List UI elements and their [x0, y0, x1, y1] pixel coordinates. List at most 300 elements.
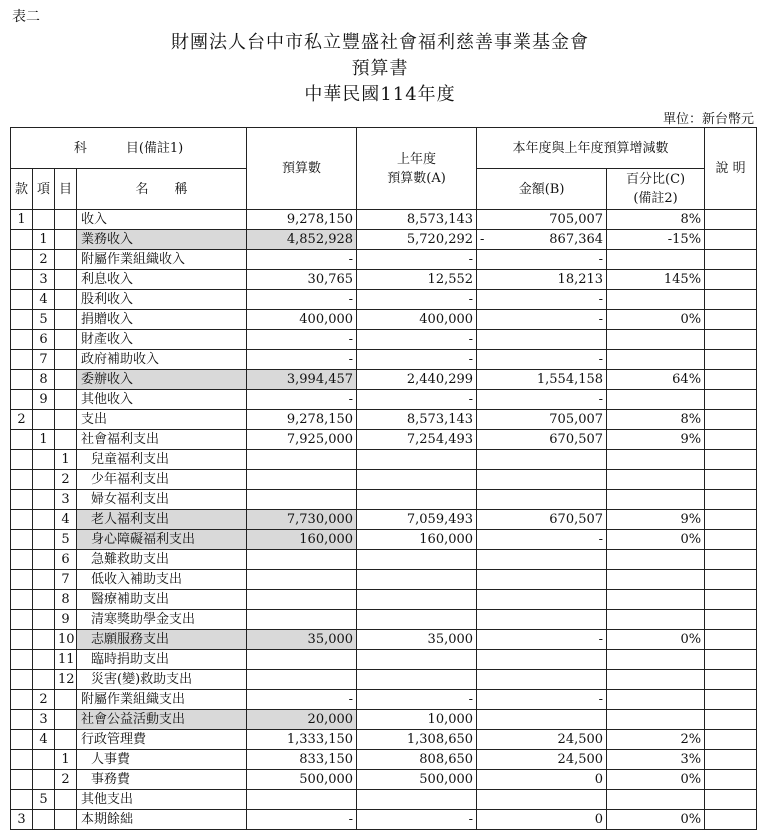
kuan-cell	[11, 250, 33, 270]
document-title-block	[0, 30, 760, 108]
kuan-cell	[11, 290, 33, 310]
mu-cell	[55, 350, 77, 370]
xiang-cell	[33, 610, 55, 630]
foundation-title: 財團法人台中市私立豐盛社會福利慈善事業基金會	[171, 32, 589, 53]
amount-cell	[477, 590, 607, 610]
budget-cell	[247, 790, 357, 810]
table-row	[11, 670, 757, 690]
budget-cell: -	[247, 350, 357, 370]
mu-cell	[55, 250, 77, 270]
kuan-cell	[11, 690, 33, 710]
budget-cell: 35,000	[247, 630, 357, 650]
amount-cell	[477, 230, 607, 250]
name-header: 名 稱	[77, 169, 247, 210]
xiang-cell	[33, 530, 55, 550]
budget-cell: -	[247, 250, 357, 270]
xiang-cell: 2	[33, 690, 55, 710]
xiang-cell: 1	[33, 230, 55, 250]
mu-cell	[55, 430, 77, 450]
kuan-cell	[11, 610, 33, 630]
item-name-cell: 業務收入	[77, 230, 247, 250]
difference-header: 本年度與上年度預算增減數	[477, 128, 705, 169]
amount-cell: 1,554,158	[477, 370, 607, 390]
percent-cell	[607, 330, 705, 350]
mu-cell: 1	[55, 750, 77, 770]
budget-cell	[247, 450, 357, 470]
note-cell	[705, 270, 757, 290]
item-name-cell: 急難救助支出	[77, 550, 247, 570]
xiang-cell	[33, 510, 55, 530]
item-name-cell: 臨時捐助支出	[77, 650, 247, 670]
note-cell	[705, 410, 757, 430]
table-row	[11, 590, 757, 610]
budget-cell: 500,000	[247, 770, 357, 790]
item-name-cell: 社會福利支出	[77, 430, 247, 450]
xiang-cell	[33, 490, 55, 510]
xiang-cell	[33, 470, 55, 490]
mu-header: 目	[55, 169, 77, 210]
item-name-cell: 捐贈收入	[77, 310, 247, 330]
amount-header: 金額(B)	[477, 169, 607, 210]
prev-budget-cell: 5,720,292	[357, 230, 477, 250]
mu-cell	[55, 730, 77, 750]
prev-budget-cell: 1,308,650	[357, 730, 477, 750]
amount-cell	[477, 670, 607, 690]
mu-cell	[55, 330, 77, 350]
table-row	[11, 510, 757, 530]
xiang-cell	[33, 750, 55, 770]
budget-cell: -	[247, 690, 357, 710]
table-row	[11, 410, 757, 430]
xiang-cell	[33, 590, 55, 610]
mu-cell	[55, 270, 77, 290]
budget-cell: 20,000	[247, 710, 357, 730]
item-name-cell: 少年福利支出	[77, 470, 247, 490]
kuan-cell	[11, 710, 33, 730]
budget-cell: 833,150	[247, 750, 357, 770]
mu-cell: 9	[55, 610, 77, 630]
item-name-cell: 志願服務支出	[77, 630, 247, 650]
amount-cell	[477, 470, 607, 490]
table-row	[11, 530, 757, 550]
prev-budget-cell: 35,000	[357, 630, 477, 650]
kuan-cell	[11, 470, 33, 490]
prev-budget-cell: 7,254,493	[357, 430, 477, 450]
amount-cell	[477, 450, 607, 470]
prev-budget-cell	[357, 610, 477, 630]
percent-cell	[607, 250, 705, 270]
xiang-cell	[33, 630, 55, 650]
kuan-cell	[11, 730, 33, 750]
note-cell	[705, 750, 757, 770]
percent-cell: 0%	[607, 630, 705, 650]
note-cell	[705, 630, 757, 650]
kuan-cell	[11, 490, 33, 510]
xiang-cell	[33, 810, 55, 830]
budget-cell: 7,730,000	[247, 510, 357, 530]
note-cell	[705, 490, 757, 510]
amount-cell	[477, 330, 607, 350]
percent-cell	[607, 650, 705, 670]
amount-cell: -	[477, 350, 607, 370]
amount-cell	[477, 790, 607, 810]
table-row	[11, 270, 757, 290]
mu-cell	[55, 210, 77, 230]
kuan-cell	[11, 670, 33, 690]
prev-budget-cell: -	[357, 350, 477, 370]
percent-cell	[607, 490, 705, 510]
xiang-cell: 3	[33, 710, 55, 730]
amount-cell: -	[477, 630, 607, 650]
table-number-label: 表二	[12, 9, 40, 25]
mu-cell: 11	[55, 650, 77, 670]
kuan-cell	[11, 270, 33, 290]
prev-budget-cell	[357, 590, 477, 610]
prev-budget-cell: -	[357, 690, 477, 710]
percent-cell	[607, 710, 705, 730]
percent-cell	[607, 290, 705, 310]
xiang-cell: 9	[33, 390, 55, 410]
prev-budget-cell: -	[357, 390, 477, 410]
kuan-cell	[11, 450, 33, 470]
kuan-cell	[11, 770, 33, 790]
budget-cell	[247, 590, 357, 610]
percent-cell: 0%	[607, 810, 705, 830]
note-cell	[705, 710, 757, 730]
budget-cell: 4,852,928	[247, 230, 357, 250]
table-row	[11, 710, 757, 730]
percent-cell	[607, 550, 705, 570]
note-cell	[705, 650, 757, 670]
note-cell	[705, 790, 757, 810]
prev-budget-cell	[357, 490, 477, 510]
kuan-cell	[11, 310, 33, 330]
budget-cell: 7,925,000	[247, 430, 357, 450]
percent-cell	[607, 450, 705, 470]
budget-cell: 9,278,150	[247, 210, 357, 230]
table-row	[11, 430, 757, 450]
item-name-cell: 收入	[77, 210, 247, 230]
amount-cell	[477, 570, 607, 590]
prev-budget-cell: 400,000	[357, 310, 477, 330]
amount-cell	[477, 490, 607, 510]
xiang-cell: 5	[33, 310, 55, 330]
amount-cell: -	[477, 310, 607, 330]
xiang-cell: 2	[33, 250, 55, 270]
table-row	[11, 230, 757, 250]
table-row	[11, 210, 757, 230]
note-cell	[705, 450, 757, 470]
amount-cell: 18,213	[477, 270, 607, 290]
percent-cell: 2%	[607, 730, 705, 750]
table-row	[11, 390, 757, 410]
budget-cell	[247, 650, 357, 670]
item-name-cell: 政府補助收入	[77, 350, 247, 370]
note-header: 說 明	[705, 128, 757, 210]
kuan-cell	[11, 330, 33, 350]
percent-cell: 0%	[607, 770, 705, 790]
amount-cell: -	[477, 290, 607, 310]
item-name-cell: 社會公益活動支出	[77, 710, 247, 730]
note-cell	[705, 690, 757, 710]
note-cell	[705, 730, 757, 750]
budget-cell: 9,278,150	[247, 410, 357, 430]
budget-cell	[247, 610, 357, 630]
item-name-cell: 委辦收入	[77, 370, 247, 390]
note-cell	[705, 610, 757, 630]
budget-cell: -	[247, 390, 357, 410]
xiang-cell: 5	[33, 790, 55, 810]
mu-cell: 5	[55, 530, 77, 550]
header-row-1	[11, 128, 757, 169]
kuan-cell	[11, 230, 33, 250]
kuan-cell	[11, 530, 33, 550]
table-row	[11, 750, 757, 770]
item-name-cell: 其他收入	[77, 390, 247, 410]
budget-cell: 3,994,457	[247, 370, 357, 390]
xiang-cell	[33, 450, 55, 470]
amount-cell: -	[477, 390, 607, 410]
kuan-cell: 2	[11, 410, 33, 430]
xiang-cell	[33, 210, 55, 230]
subject-header: 科 目(備註1)	[11, 128, 247, 169]
xiang-cell: 3	[33, 270, 55, 290]
mu-cell: 3	[55, 490, 77, 510]
table-row	[11, 490, 757, 510]
table-row	[11, 810, 757, 830]
table-row	[11, 250, 757, 270]
budget-cell: -	[247, 330, 357, 350]
kuan-cell	[11, 510, 33, 530]
percent-cell	[607, 670, 705, 690]
amount-cell: 705,007	[477, 410, 607, 430]
percent-cell	[607, 570, 705, 590]
percent-cell: 9%	[607, 510, 705, 530]
prev-budget-cell: 12,552	[357, 270, 477, 290]
kuan-cell	[11, 430, 33, 450]
mu-cell	[55, 710, 77, 730]
prev-budget-cell	[357, 550, 477, 570]
mu-cell: 1	[55, 450, 77, 470]
fiscal-year-title: 中華民國114年度	[304, 84, 456, 105]
note-cell	[705, 430, 757, 450]
item-name-cell: 利息收入	[77, 270, 247, 290]
prev-budget-cell	[357, 790, 477, 810]
note-cell	[705, 590, 757, 610]
percent-cell: 64%	[607, 370, 705, 390]
prev-budget-header: 上年度 預算數(A)	[357, 128, 477, 210]
kuan-cell	[11, 570, 33, 590]
xiang-cell: 4	[33, 730, 55, 750]
table-row	[11, 330, 757, 350]
item-name-cell: 其他支出	[77, 790, 247, 810]
xiang-cell: 8	[33, 370, 55, 390]
amount-cell: 0	[477, 810, 607, 830]
prev-budget-cell	[357, 670, 477, 690]
table-row	[11, 550, 757, 570]
amount-cell: 24,500	[477, 730, 607, 750]
amount-cell: -	[477, 690, 607, 710]
xiang-header: 項	[33, 169, 55, 210]
prev-budget-cell: 808,650	[357, 750, 477, 770]
item-name-cell: 低收入補助支出	[77, 570, 247, 590]
amount-cell: 670,507	[477, 430, 607, 450]
budget-cell	[247, 470, 357, 490]
table-row	[11, 470, 757, 490]
budget-cell: 30,765	[247, 270, 357, 290]
budget-table	[10, 127, 757, 830]
amount-cell	[477, 710, 607, 730]
kuan-cell	[11, 550, 33, 570]
mu-cell	[55, 230, 77, 250]
document-type-title: 預算書	[351, 58, 409, 79]
kuan-cell	[11, 370, 33, 390]
percent-cell	[607, 790, 705, 810]
prev-budget-cell: 500,000	[357, 770, 477, 790]
prev-budget-cell: -	[357, 250, 477, 270]
prev-budget-cell: 2,440,299	[357, 370, 477, 390]
percent-cell: 3%	[607, 750, 705, 770]
kuan-cell	[11, 630, 33, 650]
note-cell	[705, 370, 757, 390]
note-cell	[705, 530, 757, 550]
prev-budget-cell	[357, 470, 477, 490]
table-row	[11, 450, 757, 470]
currency-unit-label: 單位：新台幣元	[662, 112, 754, 127]
table-row	[11, 690, 757, 710]
kuan-cell	[11, 390, 33, 410]
amount-cell: 0	[477, 770, 607, 790]
prev-budget-cell: 7,059,493	[357, 510, 477, 530]
item-name-cell: 醫療補助支出	[77, 590, 247, 610]
note-cell	[705, 310, 757, 330]
budget-cell	[247, 670, 357, 690]
percent-cell	[607, 690, 705, 710]
kuan-cell	[11, 650, 33, 670]
item-name-cell: 支出	[77, 410, 247, 430]
xiang-cell	[33, 770, 55, 790]
mu-cell	[55, 310, 77, 330]
prev-budget-cell: 8,573,143	[357, 210, 477, 230]
xiang-cell: 4	[33, 290, 55, 310]
table-row	[11, 310, 757, 330]
note-cell	[705, 810, 757, 830]
table-row	[11, 370, 757, 390]
item-name-cell: 本期餘絀	[77, 810, 247, 830]
note-cell	[705, 250, 757, 270]
table-row	[11, 610, 757, 630]
mu-cell	[55, 690, 77, 710]
mu-cell	[55, 370, 77, 390]
note-cell	[705, 350, 757, 370]
note-cell	[705, 510, 757, 530]
amount-cell	[477, 650, 607, 670]
note-cell	[705, 210, 757, 230]
kuan-cell	[11, 350, 33, 370]
mu-cell	[55, 290, 77, 310]
budget-cell: 160,000	[247, 530, 357, 550]
mu-cell: 2	[55, 470, 77, 490]
note-cell	[705, 290, 757, 310]
xiang-cell	[33, 570, 55, 590]
amount-cell	[477, 550, 607, 570]
budget-cell: -	[247, 810, 357, 830]
prev-budget-cell: 160,000	[357, 530, 477, 550]
kuan-cell	[11, 750, 33, 770]
table-row	[11, 770, 757, 790]
negative-sign: -	[480, 232, 485, 247]
table-row	[11, 730, 757, 750]
xiang-cell	[33, 650, 55, 670]
note-cell	[705, 770, 757, 790]
mu-cell: 7	[55, 570, 77, 590]
amount-cell	[477, 610, 607, 630]
mu-cell: 12	[55, 670, 77, 690]
mu-cell	[55, 790, 77, 810]
item-name-cell: 災害(變)救助支出	[77, 670, 247, 690]
kuan-header: 款	[11, 169, 33, 210]
xiang-cell: 6	[33, 330, 55, 350]
mu-cell: 8	[55, 590, 77, 610]
percent-cell: -15%	[607, 230, 705, 250]
amount-value: 867,364	[549, 232, 604, 247]
xiang-cell	[33, 410, 55, 430]
budget-cell: 1,333,150	[247, 730, 357, 750]
kuan-cell: 3	[11, 810, 33, 830]
table-row	[11, 570, 757, 590]
item-name-cell: 婦女福利支出	[77, 490, 247, 510]
mu-cell: 4	[55, 510, 77, 530]
mu-cell	[55, 810, 77, 830]
budget-cell	[247, 570, 357, 590]
xiang-cell: 7	[33, 350, 55, 370]
mu-cell: 2	[55, 770, 77, 790]
note-cell	[705, 570, 757, 590]
item-name-cell: 兒童福利支出	[77, 450, 247, 470]
xiang-cell	[33, 550, 55, 570]
item-name-cell: 行政管理費	[77, 730, 247, 750]
percent-cell	[607, 610, 705, 630]
prev-budget-cell: -	[357, 330, 477, 350]
percent-header: 百分比(C) (備註2)	[607, 169, 705, 210]
item-name-cell: 附屬作業組織收入	[77, 250, 247, 270]
item-name-cell: 事務費	[77, 770, 247, 790]
note-cell	[705, 550, 757, 570]
table-row	[11, 630, 757, 650]
percent-cell	[607, 350, 705, 370]
percent-cell	[607, 470, 705, 490]
amount-cell: 705,007	[477, 210, 607, 230]
note-cell	[705, 330, 757, 350]
prev-budget-cell: -	[357, 290, 477, 310]
percent-cell: 9%	[607, 430, 705, 450]
amount-cell: 24,500	[477, 750, 607, 770]
mu-cell	[55, 410, 77, 430]
xiang-cell: 1	[33, 430, 55, 450]
percent-cell	[607, 590, 705, 610]
kuan-cell	[11, 590, 33, 610]
percent-cell: 8%	[607, 410, 705, 430]
percent-cell	[607, 390, 705, 410]
amount-cell: -	[477, 530, 607, 550]
xiang-cell	[33, 670, 55, 690]
budget-header: 預算數	[247, 128, 357, 210]
amount-cell: -	[477, 250, 607, 270]
table-row	[11, 350, 757, 370]
table-row	[11, 790, 757, 810]
prev-budget-cell: 10,000	[357, 710, 477, 730]
prev-budget-cell	[357, 570, 477, 590]
